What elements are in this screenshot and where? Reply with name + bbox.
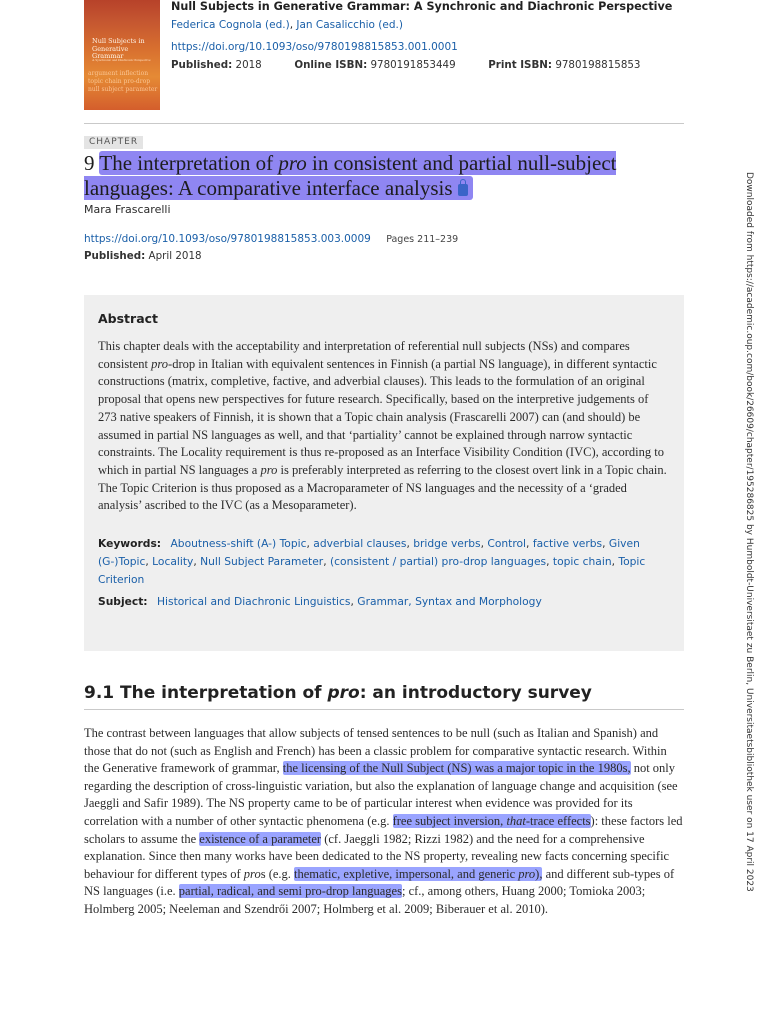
chapter-title-italic: pro (278, 151, 307, 175)
keyword-link[interactable]: Aboutness-shift (A-) Topic (170, 537, 307, 551)
book-doi (171, 41, 458, 53)
abstract-text-part: -drop in Italian with equivalent sentences in Finnish (a partial NS language), in different syntactic constructions (matrix, completive, factive, and adverbial clauses). This leads to the formulation of an original proposal that opens new perspectives for future research. Specifically, based on the interpretive judgements of 273 native speakers of Finnish, it is shown that a Topic chain analysis (Frascarelli 2007) can (and should) be assumed in partial NS languages as well, and that ‘partiality’ cannot be explained through narrow syntactic constraints. The Locality requirement is thus re-proposed as an Interface Visibility Condition (IVC), according to which in partial NS languages a (98, 356, 665, 477)
keyword-link[interactable]: Locality (152, 555, 194, 569)
text-italic: pro (518, 866, 536, 881)
chapter-title-part: The interpretation of (99, 151, 279, 175)
book-published-value: 2018 (235, 59, 262, 71)
text-italic: pro (243, 866, 261, 881)
book-doi-link[interactable]: https://doi.org/10.1093/oso/9780198815853.001.0001 (171, 41, 458, 53)
text-run: -trace effects (525, 813, 591, 828)
highlight[interactable] (393, 814, 591, 828)
abstract-text-part: This chapter deals with the acceptability and interpretation of referential null subjects (NSs) and compares consistent (98, 339, 630, 371)
download-watermark: Downloaded from https://academic.oup.com/book/26609/chapter/195286825 by Humboldt-Universitaet zu Berlin, Universitaetsbibliothek user on 17 April 2023 (744, 172, 754, 892)
section-heading-italic: pro (327, 683, 360, 703)
book-cover-image[interactable] (84, 0, 160, 110)
abstract-text (98, 338, 670, 515)
keyword-link[interactable]: bridge verbs (413, 537, 481, 551)
abstract-heading: Abstract (98, 311, 159, 326)
print-isbn-value: 9780198815853 (555, 59, 641, 71)
editor-link[interactable]: Jan Casalicchio (ed.) (296, 19, 403, 31)
text-run: not only regarding the description of cross-linguistic variation, but also the explanation of language change and acquisition (see Jaeggli and Safir 1989). The NS property came to be of particular interest when evidence was provided for its correlation with a number of other syntactic phenomena (e.g. (84, 761, 678, 828)
abstract-box (84, 295, 684, 651)
editor-link[interactable]: Federica Cognola (ed.) (171, 19, 290, 31)
chapter-title-text[interactable] (84, 151, 616, 200)
editor-separator: , (289, 19, 297, 31)
highlight[interactable]: partial, radical, and semi pro-drop languages (178, 884, 402, 899)
chapter-published-value: April 2018 (148, 250, 202, 262)
keywords: Keywords: Aboutness-shift (A-) Topic, adverbial clauses, bridge verbs, Control, factive verbs, Given (G-)Topic, Locality, Null Subject Parameter, (consistent / partial) pro-drop languages, topic chain, Topic Criterion (98, 537, 646, 587)
text-run: free subject inversion, (392, 813, 507, 828)
section-paragraph (84, 725, 684, 919)
subjects: Subject: Historical and Diachronic Linguistics, Grammar, Syntax and Morphology (98, 595, 542, 609)
subject-link[interactable]: Historical and Diachronic Linguistics (157, 595, 351, 609)
cover-words: argument inflection topic chain pro-drop null subject parameter (88, 70, 158, 93)
chapter-title (84, 151, 684, 201)
header-divider (84, 123, 684, 124)
keyword-link[interactable]: Topic Criterion (98, 555, 646, 587)
text-run: ): these factors led scholars to assume the (84, 813, 683, 846)
text-run: ), (535, 866, 543, 881)
chapter-published (84, 250, 202, 262)
abstract-italic: pro (260, 462, 278, 477)
chapter-doi (84, 233, 458, 245)
keyword-link[interactable]: topic chain (552, 555, 612, 569)
book-editors (171, 19, 403, 31)
keyword-link[interactable]: (consistent / partial) pro-drop languages (330, 555, 547, 569)
chapter-tag: CHAPTER (84, 136, 143, 149)
section-heading-part: 9.1 The interpretation of (84, 683, 328, 703)
keyword-link[interactable]: Given (G-)Topic (98, 537, 640, 569)
section-heading-part: : an introductory survey (359, 683, 592, 703)
highlight[interactable]: the licensing of the Null Subject (NS) was a major topic in the 1980s, (282, 761, 631, 776)
subject-link[interactable]: Grammar, Syntax and Morphology (357, 595, 542, 609)
text-run: ; cf., among others, Huang 2000; Tomioka 2003; Holmberg 2005; Neeleman and Szendrői 2007; Holmberg et al. 2009; Biberauer et al. 2010). (84, 884, 646, 916)
subject-label: Subject: (98, 595, 148, 609)
chapter-author[interactable]: Mara Frascarelli (84, 203, 171, 216)
online-isbn-value: 9780191853449 (370, 59, 456, 71)
book-title[interactable]: Null Subjects in Generative Grammar: A Synchronic and Diachronic Perspective (171, 0, 673, 13)
cover-title: Null Subjects in Generative Grammar (92, 37, 145, 60)
text-run: thematic, expletive, impersonal, and generic (294, 866, 519, 881)
lock-icon (458, 184, 468, 196)
text-run: and different sub-types of NS languages (i.e. (84, 866, 675, 899)
book-meta (171, 59, 640, 71)
keyword-link[interactable]: Null Subject Parameter (200, 555, 324, 569)
online-isbn-label: Online ISBN: (294, 59, 368, 71)
text-run: s (e.g. (260, 866, 295, 881)
highlight[interactable] (294, 867, 542, 881)
text-run: The contrast between languages that allow subjects of tensed sentences to be null (such as Italian and Spanish) and those that do not (such as English and French) has been a classic problem for comparative syntactic research. Within the Generative framework of grammar, (84, 726, 667, 776)
abstract-text-part: is preferably interpreted as referring to the closest overt link in a Topic chain. The Topic Criterion is thus proposed as a Macroparameter of NS languages and the necessity of a ‘graded analysis’ ascribed to the IVC (as a Mesoparameter). (98, 462, 667, 513)
chapter-title-part: in consistent and partial null-subject languages: A comparative interface analysis (84, 151, 617, 200)
keywords-label: Keywords: (98, 537, 162, 551)
keyword-link[interactable]: adverbial clauses (313, 537, 407, 551)
text-italic: that (506, 813, 526, 828)
text-run: (cf. Jaeggli 1982; Rizzi 1982) and the need for a comprehensive explanation. Since then many works have been dedicated to the NS property, revealing new facts concerning specific behaviour for different types of (84, 831, 670, 881)
highlight[interactable]: existence of a parameter (199, 831, 322, 846)
chapter-number: 9 (84, 151, 95, 175)
chapter-pages: Pages 211–239 (386, 234, 459, 245)
cover-subtitle: A Synchronic and Diachronic Perspective (92, 58, 151, 62)
chapter-published-label: Published: (84, 250, 146, 262)
print-isbn-label: Print ISBN: (488, 59, 553, 71)
section-heading (84, 683, 684, 710)
keyword-link[interactable]: Control (487, 537, 527, 551)
chapter-doi-link[interactable]: https://doi.org/10.1093/oso/9780198815853.003.0009 (84, 233, 371, 245)
book-published-label: Published: (171, 59, 233, 71)
abstract-italic: pro (151, 356, 169, 371)
keyword-link[interactable]: factive verbs (532, 537, 603, 551)
